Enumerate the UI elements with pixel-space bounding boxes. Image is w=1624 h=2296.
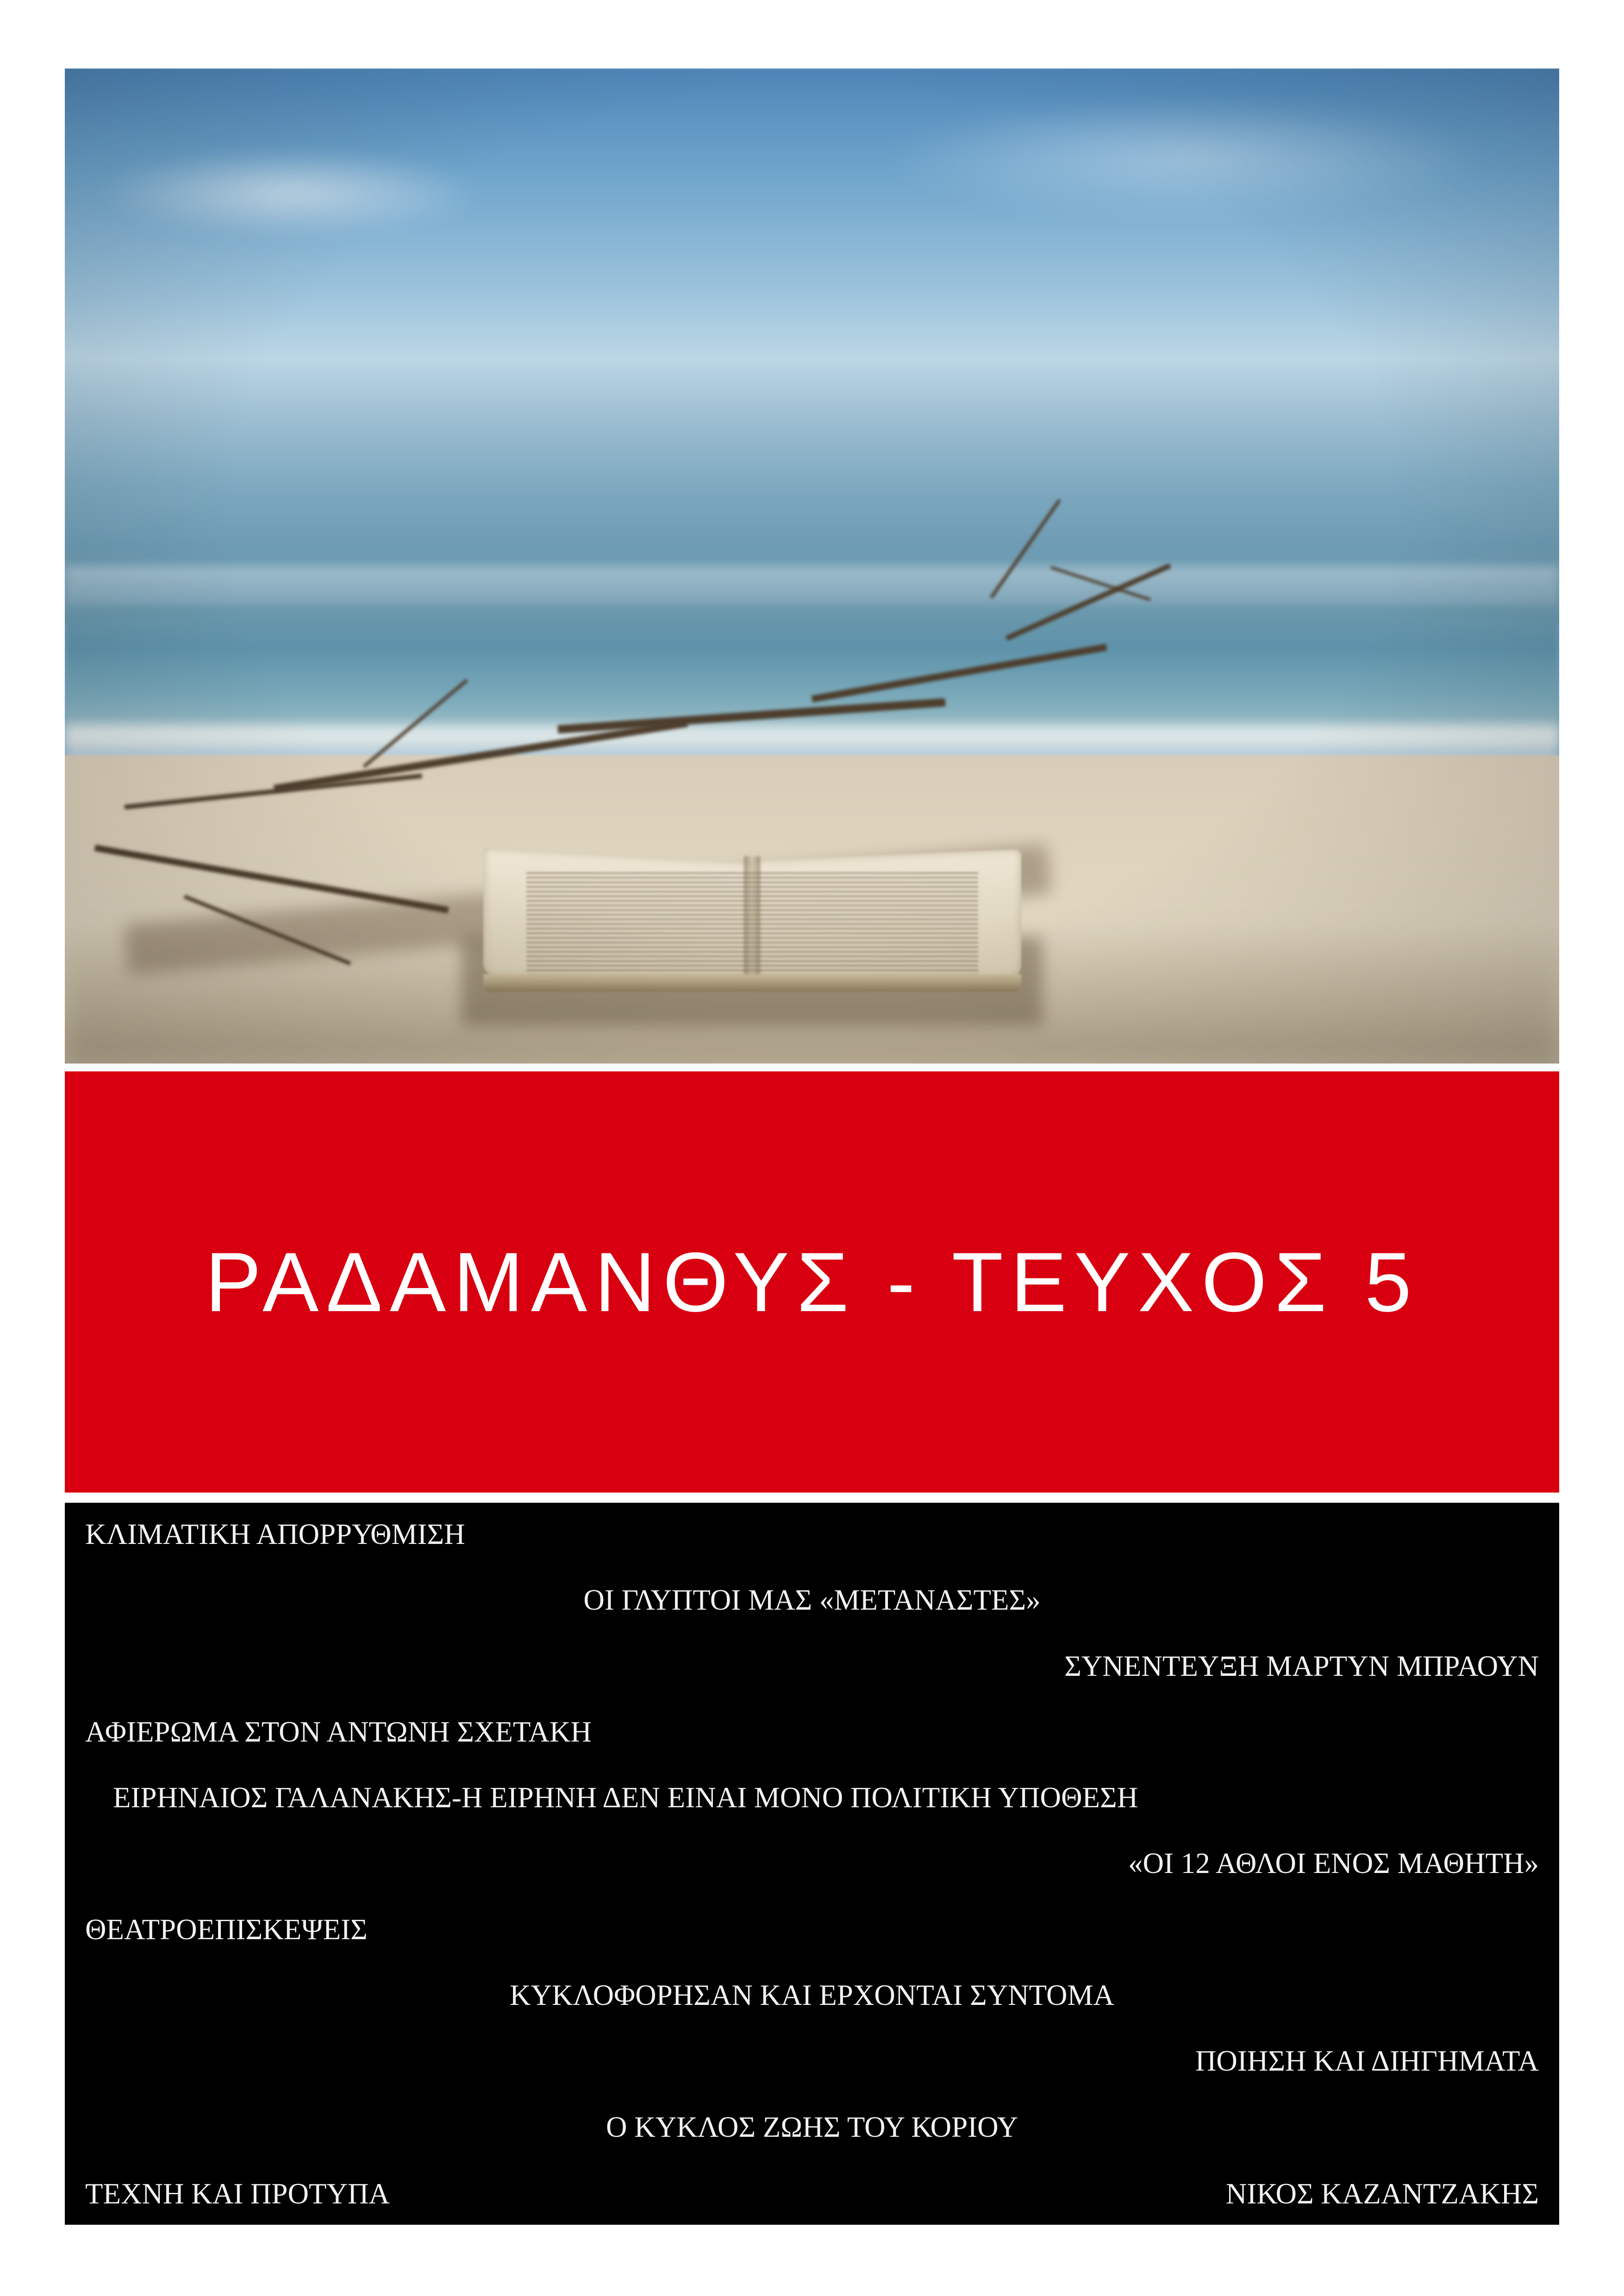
contents-item: «ΟΙ 12 ΑΘΛΟΙ ΕΝΟΣ ΜΑΘΗΤΗ» xyxy=(1128,1847,1539,1880)
contents-last-row xyxy=(85,2177,1539,2211)
photo-cloud xyxy=(887,99,1484,218)
contents-item: ΠΟΙΗΣΗ ΚΑΙ ΔΙΗΓΗΜΑΤΑ xyxy=(1195,2045,1539,2078)
contents-item: ΕΙΡΗΝΑΙΟΣ ΓΑΛΑΝΑΚΗΣ-Η ΕΙΡΗΝΗ ΔΕΝ ΕΙΝΑΙ ΜΟΝΟ ΠΟΛΙΤΙΚΗ ΥΠΟΘΕΣΗ xyxy=(113,1781,1138,1814)
contents-item: ΑΦΙΕΡΩΜΑ ΣΤΟΝ ΑΝΤΩΝΗ ΣΧΕΤΑΚΗ xyxy=(85,1715,592,1748)
photo-cloud xyxy=(95,148,483,238)
contents-item: Ο ΚΥΚΛΟΣ ΖΩΗΣ ΤΟΥ ΚΟΡΙΟΥ xyxy=(606,2110,1018,2143)
contents-item: ΝΙΚΟΣ ΚΑΖΑΝΤΖΑΚΗΣ xyxy=(1225,2177,1539,2210)
contents-item: ΤΕΧΝΗ ΚΑΙ ΠΡΟΤΥΠΑ xyxy=(85,2177,390,2210)
magazine-title: ΡΑΔΑΜΑΝΘΥΣ - ΤΕΥΧΟΣ 5 xyxy=(205,1235,1419,1329)
book-spine xyxy=(744,856,760,982)
open-book xyxy=(483,855,1021,1004)
book-edge xyxy=(483,974,1021,992)
contents-item: ΚΥΚΛΟΦΟΡΗΣΑΝ ΚΑΙ ΕΡΧΟΝΤΑΙ ΣΥΝΤΟΜΑ xyxy=(510,1979,1114,2012)
contents-item: ΘΕΑΤΡΟΕΠΙΣΚΕΨΕΙΣ xyxy=(85,1913,368,1946)
photo-sea xyxy=(65,606,1559,745)
contents-item: ΚΛΙΜΑΤΙΚΗ ΑΠΟΡΡΥΘΜΙΣΗ xyxy=(85,1518,465,1550)
contents-band xyxy=(65,1503,1559,2225)
cover-photo xyxy=(65,68,1559,1064)
contents-item: ΣΥΝΕΝΤΕΥΞΗ ΜΑΡΤΥΝ ΜΠΡΑΟΥΝ xyxy=(1064,1649,1539,1682)
title-band xyxy=(65,1071,1559,1493)
contents-item: ΟΙ ΓΛΥΠΤΟΙ ΜΑΣ «ΜΕΤΑΝΑΣΤΕΣ» xyxy=(583,1584,1041,1617)
